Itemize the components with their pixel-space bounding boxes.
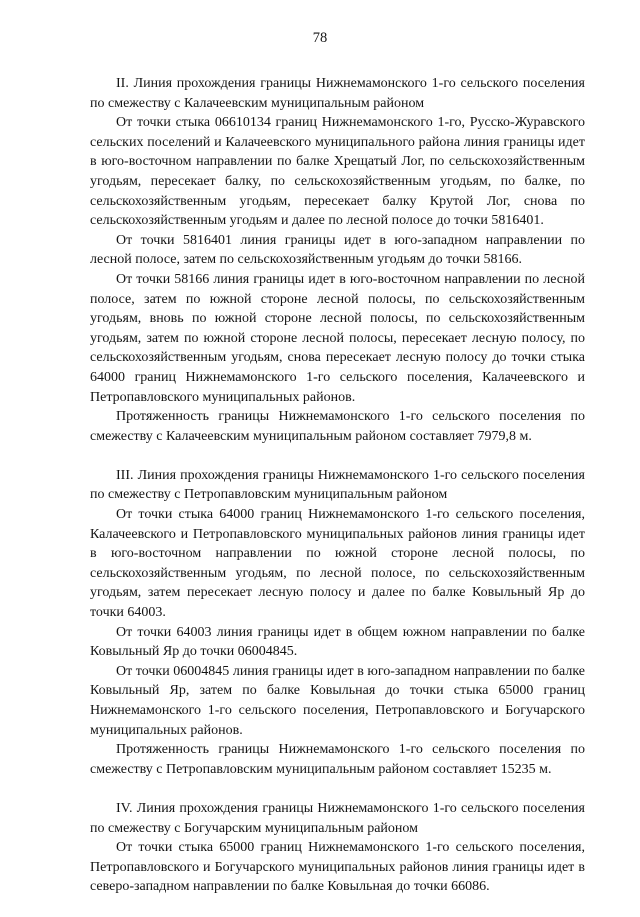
- paragraph: От точки 06004845 линия границы идет в юго-западном направлении по балке Ковыльный Яр, затем по балке Ковыльная до точки стыка 65000 границ Нижнемамонского 1-го сельского поселения, Петропавловского и Богучарского муниципальных районов.: [90, 663, 585, 738]
- section-3: [90, 466, 585, 780]
- section-4: [90, 799, 585, 897]
- paragraph: От точки 58166 линия границы идет в юго-восточном направлении по лесной полосе, затем по южной стороне лесной полосы, по сельскохозяйственным угодьям, вновь по южной стороне лесной полосы, по сельскохозяйственным угодьям, затем по южной стороне лесной полосы, пересекает лесную полосу, по сельскохозяйственным угодьям, снова пересекает лесную полосу до точки стыка 64000 границ Нижнемамонского 1-го сельского поселения, Калачеевского и Петропавловского муниципальных районов.: [90, 271, 585, 405]
- paragraph: Протяженность границы Нижнемамонского 1-го сельского поселения по смежеству с Петропавловским муниципальным районом составляет 15235 м.: [90, 742, 585, 777]
- paragraph: От точки стыка 65000 границ Нижнемамонского 1-го сельского поселения, Петропавловского и Богучарского муниципальных районов линия границы идет в северо-западном направлении по балке Ковыльная до точки 66086.: [90, 840, 585, 895]
- paragraph: От точки стыка 64000 границ Нижнемамонского 1-го сельского поселения, Калачеевского и Петропавловского муниципальных районов линия границы идет в юго-восточном направлении по южной стороне лесной полосы, по сельскохозяйственным угодьям, по лесной полосе, по сельскохозяйственным угодьям, затем пересекает лесную полосу и далее по балке Ковыльный Яр до точки 64003.: [90, 507, 585, 621]
- paragraph: От точки 5816401 линия границы идет в юго-западном направлении по лесной полосе, затем по сельскохозяйственным угодьям до точки 58166.: [90, 232, 585, 268]
- document-body: [90, 74, 585, 917]
- section-title: III. Линия прохождения границы Нижнемамонского 1-го сельского поселения по смежеству с Петропавловским муниципальным районом: [90, 467, 585, 503]
- paragraph: Протяженность границы Нижнемамонского 1-го сельского поселения по смежеству с Калачеевским муниципальным районом составляет 7979,8 м.: [90, 409, 585, 444]
- page-number: 78: [312, 30, 328, 46]
- section-title: II. Линия прохождения границы Нижнемамонского 1-го сельского поселения по смежеству с Калачеевским муниципальным районом: [90, 76, 585, 111]
- section-title: IV. Линия прохождения границы Нижнемамонского 1-го сельского поселения по смежеству с Богучарским муниципальным районом: [90, 800, 585, 836]
- paragraph: От точки 64003 линия границы идет в общем южном направлении по балке Ковыльный Яр до точки 06004845.: [90, 624, 585, 660]
- paragraph: От точки стыка 06610134 границ Нижнемамонского 1-го, Русско-Журавского сельских поселений и Калачеевского муниципального района линия границы идет в юго-восточном направлении по балке Хрещатый Лог, по сельскохозяйственным угодьям, пересекает балку, по сельскохозяйственным угодьям, по балке, по сельскохозяйственным угодьям, пересекает балку Крутой Лог, снова по сельскохозяйственным угодьям и далее по лесной полосе до точки 5816401.: [90, 115, 585, 229]
- section-2: [90, 74, 585, 446]
